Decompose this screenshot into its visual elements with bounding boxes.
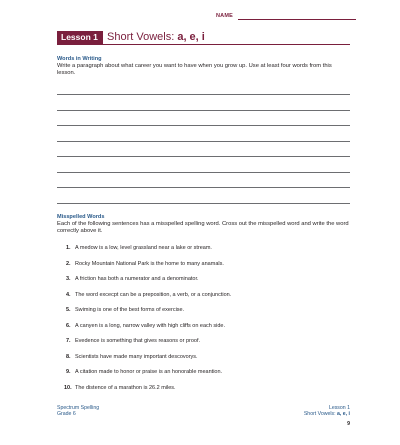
footer-grade: Grade 6	[57, 411, 76, 418]
lesson-title	[107, 30, 205, 44]
sentence-number: 7.	[66, 338, 71, 344]
sentence-text: Swiming is one of the best forms of exercise.	[75, 307, 185, 313]
sentence-item[interactable]	[64, 384, 176, 392]
name-label: NAME	[216, 13, 233, 19]
sentence-text: A citation made to honor or praise is an honorable meantion.	[75, 369, 223, 375]
writing-line[interactable]	[57, 141, 350, 142]
sentence-item[interactable]	[66, 322, 225, 330]
footer-lesson: Lesson 1	[328, 405, 350, 411]
writing-line[interactable]	[57, 203, 350, 204]
sentence-item[interactable]	[66, 368, 222, 376]
sentence-item[interactable]	[66, 291, 231, 299]
sentence-text: Evedence is something that gives reasons or proof.	[75, 338, 201, 344]
footer-topic-vowels: a, e, i	[337, 411, 350, 418]
sentence-number: 3.	[66, 276, 71, 282]
lesson-title-vowels: a, e, i	[177, 31, 205, 43]
sentence-number: 10.	[64, 384, 72, 391]
footer-book-title: Spectrum Spelling	[57, 405, 100, 411]
footer-topic	[304, 411, 350, 417]
lesson-title-text: Short Vowels:	[107, 31, 178, 43]
writing-line[interactable]	[57, 156, 350, 157]
writing-line[interactable]	[57, 94, 350, 95]
misspelled-heading: Misspelled Words	[57, 214, 105, 220]
sentence-number: 1.	[66, 245, 71, 251]
sentence-number: 2.	[66, 260, 71, 267]
lesson-header	[57, 31, 350, 45]
writing-line[interactable]	[57, 187, 350, 188]
footer-topic-text: Short Vowels:	[303, 411, 338, 418]
name-line[interactable]	[238, 19, 356, 20]
sentence-number: 5.	[66, 307, 71, 313]
sentence-number: 8.	[66, 353, 71, 360]
misspelled-instructions: Each of the following sentences has a misspelled spelling word. Cross out the misspelled word and write the word correctly above it.	[57, 221, 349, 235]
footer-book-info	[57, 405, 99, 418]
lesson-tag: Lesson 1	[57, 31, 103, 44]
name-row	[216, 13, 356, 25]
writing-instructions: Write a paragraph about what career you want to have when you grow up. Use at least four words from this lesson.	[57, 63, 332, 77]
sentence-text: Scientists have made many important descovorys.	[75, 353, 198, 360]
writing-heading: Words in Writing	[57, 56, 102, 62]
page-number: 9	[347, 421, 350, 427]
sentence-number: 4.	[66, 291, 71, 298]
sentence-text: A friction has both a numerator and a denominator.	[75, 276, 199, 282]
sentence-item[interactable]	[66, 260, 224, 268]
sentence-text: The distence of a marathon is 26.2 miles.	[75, 384, 176, 391]
sentence-number: 9.	[66, 369, 71, 375]
sentence-text: A canyen is a long, narrow valley with high cliffs on each side.	[75, 322, 226, 329]
sentence-item[interactable]	[66, 306, 184, 314]
sentence-item[interactable]	[66, 244, 212, 252]
sentence-text: The word excecpt can be a preposition, a verb, or a conjunction.	[75, 291, 232, 298]
writing-line[interactable]	[57, 125, 350, 126]
writing-line[interactable]	[57, 110, 350, 111]
writing-line[interactable]	[57, 172, 350, 173]
sentence-item[interactable]	[66, 275, 199, 283]
sentence-number: 6.	[66, 322, 71, 329]
sentence-item[interactable]	[66, 353, 198, 361]
footer-lesson-info	[304, 405, 350, 418]
sentence-item[interactable]	[66, 337, 200, 345]
sentence-text: Rocky Mountain National Park is the home to many anamals.	[75, 260, 224, 267]
sentence-text: A medow is a low, level grassland near a lake or stream.	[75, 245, 212, 251]
